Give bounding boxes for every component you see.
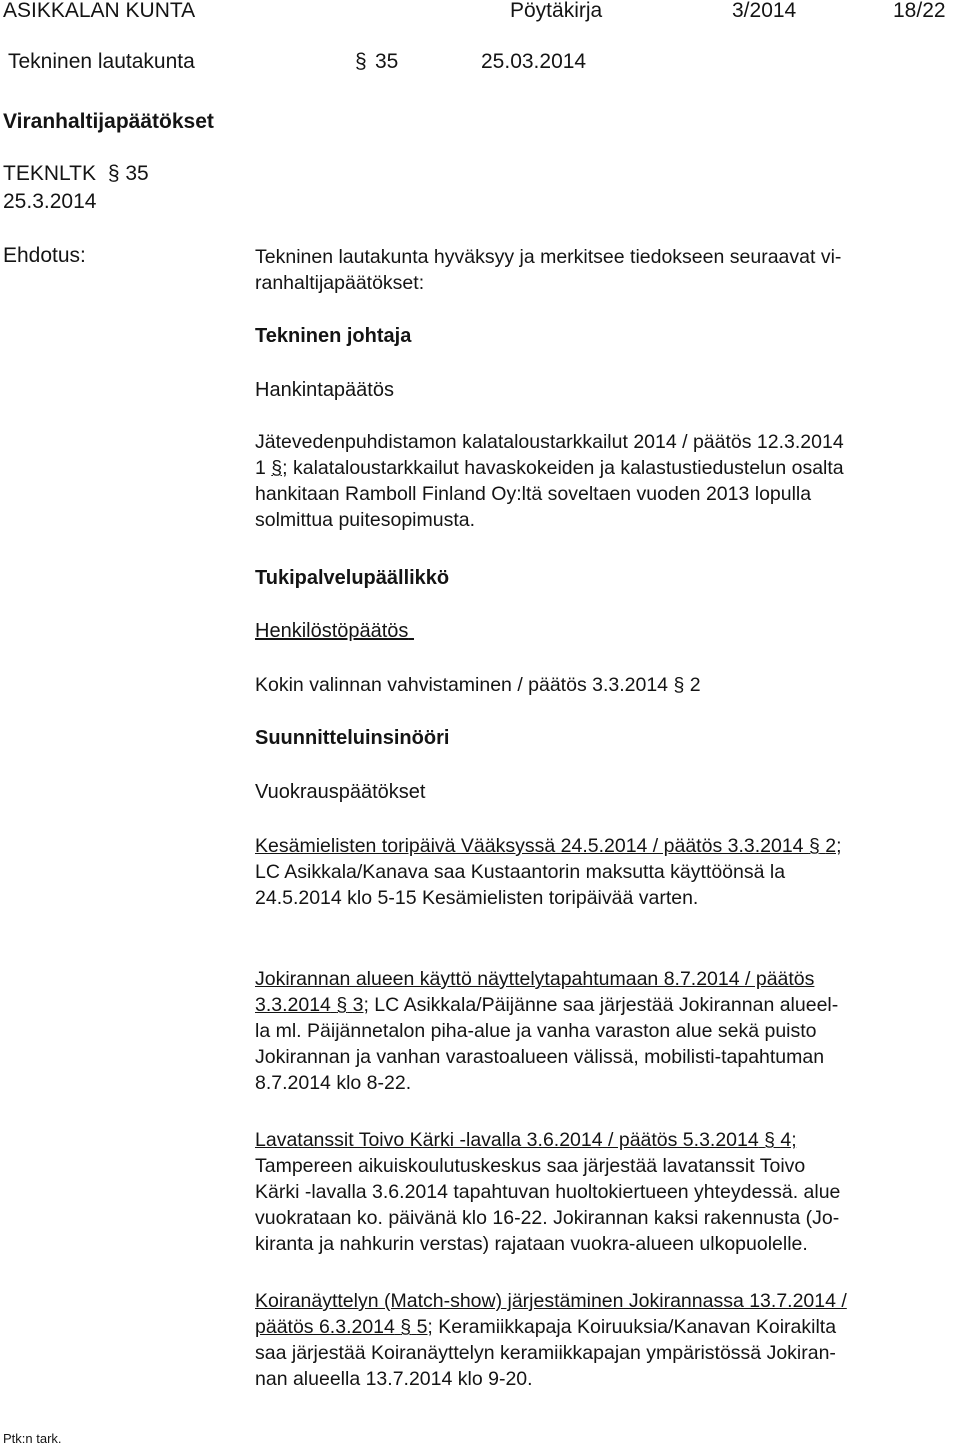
decision-section-sign: §; xyxy=(271,457,288,479)
decision-section-sign: § xyxy=(808,835,820,857)
decision-number: 3; xyxy=(352,994,369,1016)
decision-date: päätös 6.3.2014 xyxy=(255,1316,395,1338)
decision-line: Kärki -lavalla 3.6.2014 tapahtuvan huoltokiertueen yhteydessä. alue xyxy=(255,1181,841,1203)
document-type: Pöytäkirja xyxy=(510,0,603,22)
decision-block xyxy=(255,429,955,533)
decision-text: Kokin valinnan vahvistaminen / päätös 3.3.2014 xyxy=(255,674,669,696)
reference-number: 35 xyxy=(125,162,149,185)
committee-name: Tekninen lautakunta xyxy=(8,50,195,73)
decision-line: LC Asikkala/Kanava saa Kustaantorin maksutta käyttöönsä la xyxy=(255,861,786,883)
decision-line: nan alueella 13.7.2014 klo 9-20. xyxy=(255,1368,533,1390)
decision-block xyxy=(255,1288,955,1392)
decision-number: 4; xyxy=(780,1129,797,1151)
decision-line: Jokirannan alueen käyttö näyttelytapahtumaan 8.7.2014 / päätös xyxy=(255,968,815,990)
footer-checker-label: Ptk:n tark. xyxy=(3,1431,62,1446)
decision-block xyxy=(255,672,955,698)
proposal-intro-line: ranhaltijapäätökset: xyxy=(255,272,425,294)
decision-block xyxy=(255,833,955,911)
decision-line xyxy=(255,1127,955,1153)
decision-number: 2; xyxy=(825,835,842,857)
decision-text: LC Asikkala/Päijänne saa järjestää Jokirannan alueel- xyxy=(374,994,839,1016)
decision-line: kiranta ja nahkurin verstas) rajataan vuokra-alueen ulkopuolelle. xyxy=(255,1233,808,1255)
decision-line: la ml. Päijännetalon piha-alue ja vanha varaston alue sekä puisto xyxy=(255,1020,817,1042)
decision-line: 24.5.2014 klo 5-15 Kesämielisten toripäivää varten. xyxy=(255,887,699,909)
decision-line: vuokrataan ko. päivänä klo 16-22. Jokirannan kaksi rakennusta (Jo- xyxy=(255,1207,840,1229)
decision-text: kalataloustarkkailut havaskokeiden ja kalastustiedustelun osalta xyxy=(292,457,844,479)
decision-line xyxy=(255,992,955,1018)
proposal-intro xyxy=(255,244,955,296)
decision-date: 3.3.2014 xyxy=(255,994,331,1016)
decision-block xyxy=(255,1127,955,1257)
category-vuokrauspaatokset: Vuokrauspäätökset xyxy=(255,781,426,803)
decision-line xyxy=(255,455,955,481)
decision-title: Lavatanssit Toivo Kärki -lavalla 3.6.2014 / päätös 5.3.2014 xyxy=(255,1129,759,1151)
decision-line xyxy=(255,833,955,859)
decision-line: Jätevedenpuhdistamon kalataloustarkkailut 2014 / päätös 12.3.2014 xyxy=(255,431,844,453)
decision-line: Koiranäyttelyn (Match-show) järjestäminen Jokirannassa 13.7.2014 / xyxy=(255,1290,847,1312)
decision-line: saa järjestää Koiranäyttelyn keramiikkapajan ympäristössä Jokiran- xyxy=(255,1342,836,1364)
section-number: 35 xyxy=(375,50,399,73)
decision-line: hankitaan Ramboll Finland Oy:ltä soveltaen vuoden 2013 lopulla xyxy=(255,483,812,505)
decision-section-sign: § xyxy=(400,1316,412,1338)
decision-line: Tampereen aikuiskoulutuskeskus saa järjestää lavatanssit Toivo xyxy=(255,1155,806,1177)
proposal-label: Ehdotus: xyxy=(3,244,86,267)
page-number: 18/22 xyxy=(893,0,946,22)
decision-line: Jokirannan ja vanhan varastoalueen välissä, mobilisti-tapahtuman xyxy=(255,1046,825,1068)
decision-title: Kesämielisten toripäivä Vääksyssä 24.5.2014 / päätös 3.3.2014 xyxy=(255,835,804,857)
decision-block xyxy=(255,966,955,1096)
decision-line: solmittua puitesopimusta. xyxy=(255,509,476,531)
decision-number: 1 xyxy=(255,457,266,479)
decision-section-sign: § xyxy=(764,1129,775,1151)
decision-line xyxy=(255,1314,955,1340)
section-heading-suunnitteluinsinoori: Suunnitteluinsinööri xyxy=(255,727,450,749)
document-number: 3/2014 xyxy=(732,0,797,22)
category-henkilostopaatos-label: Henkilöstöpäätös xyxy=(255,620,409,642)
decision-line: 8.7.2014 klo 8-22. xyxy=(255,1072,412,1094)
page-title: Viranhaltijapäätökset xyxy=(3,110,214,133)
decision-line xyxy=(255,672,955,698)
section-sign: § xyxy=(355,50,367,73)
decision-number: 5; xyxy=(416,1316,433,1338)
reference-code: TEKNLTK xyxy=(3,162,96,185)
section-heading-tekninen-johtaja: Tekninen johtaja xyxy=(255,325,412,347)
reference-line xyxy=(3,162,149,186)
decision-text: Keramiikkapaja Koiruuksia/Kanavan Koirakilta xyxy=(438,1316,837,1338)
proposal-intro-line: Tekninen lautakunta hyväksyy ja merkitsee tiedokseen seuraavat vi- xyxy=(255,246,842,268)
decision-number: 2 xyxy=(689,674,701,696)
reference-date: 25.3.2014 xyxy=(3,190,97,213)
meeting-date: 25.03.2014 xyxy=(481,50,587,73)
category-hankintapaatos: Hankintapäätös xyxy=(255,379,394,401)
decision-section-sign: § xyxy=(673,674,685,696)
reference-section-sign: § xyxy=(107,162,120,185)
category-henkilostopaatos xyxy=(255,619,414,643)
section-heading-tukipalvelupaallikko: Tukipalvelupäällikkö xyxy=(255,567,450,589)
municipality-name: ASIKKALAN KUNTA xyxy=(3,0,196,22)
decision-section-sign: § xyxy=(336,994,348,1016)
